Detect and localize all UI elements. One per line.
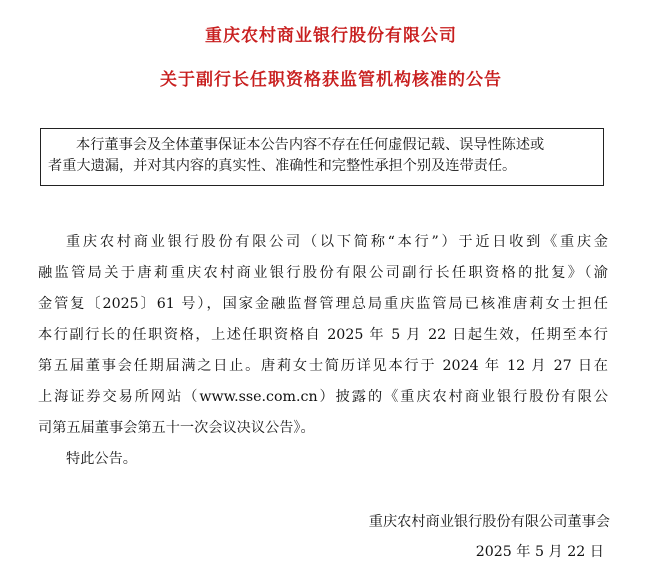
announcement-date: 2025 年 5 月 22 日	[475, 544, 604, 560]
body-line: 上海证券交易所网站（www.sse.com.cn）披露的《重庆农村商业银行股份有限公	[38, 389, 608, 405]
disclaimer-text	[48, 135, 598, 177]
body-line: 第五届董事会任期届满之日止。唐莉女士简历详见本行于 2024 年 12 月 27 日在	[38, 358, 608, 374]
signer: 重庆农村商业银行股份有限公司董事会	[368, 514, 610, 530]
body-line: 金管复〔2025〕61 号），国家金融监督管理总局重庆监管局已核准唐莉女士担任	[38, 296, 608, 312]
body-line: 融监管局关于唐莉重庆农村商业银行股份有限公司副行长任职资格的批复》（渝	[38, 265, 608, 281]
disclaimer-line: 本行董事会及全体董事保证本公告内容不存在任何虚假记载、误导性陈述或	[76, 137, 545, 153]
body-line: 司第五届董事会第五十一次会议决议公告》。	[38, 420, 315, 436]
body-line: 重庆农村商业银行股份有限公司（以下简称“本行”）于近日收到《重庆金	[66, 234, 608, 250]
closing-remark: 特此公告。	[66, 451, 137, 467]
disclaimer-box	[40, 128, 604, 186]
body-line: 本行副行长的任职资格，上述任职资格自 2025 年 5 月 22 日起生效，任期至本行	[38, 327, 608, 343]
company-title: 重庆农村商业银行股份有限公司	[205, 26, 457, 46]
disclaimer-line: 者重大遗漏，并对其内容的真实性、准确性和完整性承担个别及连带责任。	[48, 158, 517, 174]
announcement-body	[38, 227, 608, 444]
announcement-title: 关于副行长任职资格获监管机构核准的公告	[160, 70, 502, 90]
